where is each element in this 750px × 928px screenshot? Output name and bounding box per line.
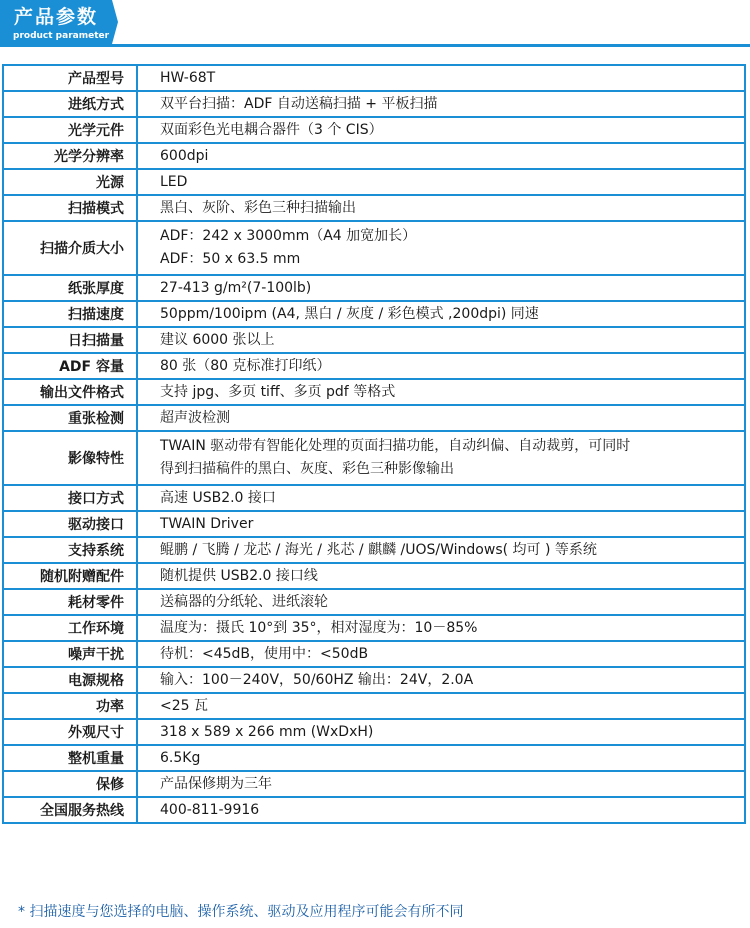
spec-row: [3, 405, 745, 431]
spec-row: [3, 771, 745, 797]
spec-value-cell: [137, 379, 745, 405]
spec-label: 噪声干扰: [3, 641, 137, 667]
spec-value: 温度为：摄氏 10°到 35°，相对湿度为：10－85%: [160, 619, 478, 636]
spec-value-cell: [137, 117, 745, 143]
spec-row: [3, 745, 745, 771]
section-title: 产品参数: [14, 6, 99, 28]
spec-value: HW-68T: [160, 69, 216, 86]
spec-row: [3, 169, 745, 195]
spec-value-line2: 得到扫描稿件的黑白、灰度、彩色三种影像输出: [160, 461, 454, 477]
spec-value-cell: [137, 745, 745, 771]
spec-label: 功率: [3, 693, 137, 719]
spec-label: 进纸方式: [3, 91, 137, 117]
spec-value: 支持 jpg、多页 tiff、多页 pdf 等格式: [160, 383, 396, 400]
spec-row: [3, 275, 745, 301]
spec-value: ADF：242 x 3000mm（A4 加宽加长）: [160, 228, 417, 244]
spec-value-cell: [137, 797, 745, 823]
spec-value-cell: [137, 301, 745, 327]
spec-value-line2: ADF：50 x 63.5 mm: [160, 251, 301, 267]
spec-value-cell: [137, 615, 745, 641]
spec-label: 光学元件: [3, 117, 137, 143]
spec-label: 接口方式: [3, 485, 137, 511]
spec-row: [3, 65, 745, 91]
spec-label: 扫描介质大小: [3, 221, 137, 275]
spec-value: TWAIN Driver: [160, 515, 254, 532]
spec-value: 高速 USB2.0 接口: [160, 489, 276, 506]
spec-label: 纸张厚度: [3, 275, 137, 301]
spec-value-cell: [137, 405, 745, 431]
spec-label: 扫描速度: [3, 301, 137, 327]
spec-label: 保修: [3, 771, 137, 797]
spec-value: LED: [160, 173, 188, 190]
spec-value: TWAIN 驱动带有智能化处理的页面扫描功能，自动纠偏、自动裁剪，可同时: [160, 438, 631, 454]
spec-row: [3, 195, 745, 221]
spec-value: 黑白、灰阶、彩色三种扫描输出: [160, 199, 356, 216]
spec-value-cell: [137, 353, 745, 379]
spec-value: 输入：100－240V，50/60HZ 输出：24V，2.0A: [160, 671, 474, 688]
spec-label: 驱动接口: [3, 511, 137, 537]
spec-value-cell: [137, 195, 745, 221]
spec-table: [2, 64, 746, 824]
spec-label: 电源规格: [3, 667, 137, 693]
spec-value-cell: [137, 327, 745, 353]
spec-row: [3, 431, 745, 485]
spec-value-cell: [137, 169, 745, 195]
spec-value-cell: [137, 771, 745, 797]
spec-value: 双平台扫描：ADF 自动送稿扫描 + 平板扫描: [160, 95, 438, 112]
spec-value-cell: [137, 589, 745, 615]
spec-value: 400-811-9916: [160, 801, 260, 818]
spec-label: 支持系统: [3, 537, 137, 563]
spec-row: [3, 353, 745, 379]
spec-row: [3, 589, 745, 615]
spec-value: 80 张（80 克标准打印纸）: [160, 357, 331, 374]
spec-value-cell: [137, 693, 745, 719]
spec-value-cell: [137, 91, 745, 117]
spec-label: 扫描模式: [3, 195, 137, 221]
spec-label: 日扫描量: [3, 327, 137, 353]
spec-table-body: [3, 65, 745, 823]
spec-value-cell: [137, 431, 745, 485]
spec-label: 输出文件格式: [3, 379, 137, 405]
spec-row: [3, 667, 745, 693]
spec-value-cell: [137, 719, 745, 745]
spec-row: [3, 615, 745, 641]
spec-value: 产品保修期为三年: [160, 775, 272, 792]
spec-label: 光学分辨率: [3, 143, 137, 169]
spec-label: 产品型号: [3, 65, 137, 91]
spec-value-cell: [137, 275, 745, 301]
spec-row: [3, 693, 745, 719]
section-subtitle: product parameter: [13, 31, 110, 41]
spec-value-cell: [137, 563, 745, 589]
spec-value: 待机：<45dB，使用中：<50dB: [160, 645, 369, 662]
spec-value: 送稿器的分纸轮、进纸滚轮: [160, 593, 328, 610]
section-header: [0, 0, 750, 48]
spec-label: 工作环境: [3, 615, 137, 641]
spec-value: 随机提供 USB2.0 接口线: [160, 567, 318, 584]
spec-value-cell: [137, 65, 745, 91]
spec-row: [3, 563, 745, 589]
spec-value: 27-413 g/m²(7-100lb): [160, 279, 312, 296]
header-rule: [0, 44, 750, 47]
spec-row: [3, 641, 745, 667]
spec-row: [3, 537, 745, 563]
spec-value: 鲲鹏 / 飞腾 / 龙芯 / 海光 / 兆芯 / 麒麟 /UOS/Windows( 均可 ) 等系统: [160, 541, 597, 558]
spec-value: 318 x 589 x 266 mm (WxDxH): [160, 723, 374, 740]
spec-row: [3, 719, 745, 745]
spec-row: [3, 511, 745, 537]
spec-label: 随机附赠配件: [3, 563, 137, 589]
spec-row: [3, 797, 745, 823]
spec-row: [3, 221, 745, 275]
spec-value-cell: [137, 511, 745, 537]
spec-row: [3, 485, 745, 511]
spec-value: 超声波检测: [160, 409, 230, 426]
spec-value-cell: [137, 221, 745, 275]
spec-value: 双面彩色光电耦合器件（3 个 CIS）: [160, 121, 383, 138]
spec-value: <25 瓦: [160, 697, 208, 714]
spec-label: 光源: [3, 169, 137, 195]
spec-row: [3, 143, 745, 169]
footnote: * 扫描速度与您选择的电脑、操作系统、驱动及应用程序可能会有所不同: [18, 904, 464, 920]
spec-value-cell: [137, 641, 745, 667]
spec-value: 建议 6000 张以上: [160, 331, 275, 348]
spec-label: 全国服务热线: [3, 797, 137, 823]
spec-label: 耗材零件: [3, 589, 137, 615]
spec-label: 重张检测: [3, 405, 137, 431]
spec-row: [3, 327, 745, 353]
spec-value-cell: [137, 667, 745, 693]
spec-value-cell: [137, 143, 745, 169]
spec-row: [3, 379, 745, 405]
spec-value: 600dpi: [160, 147, 209, 164]
spec-row: [3, 301, 745, 327]
spec-label: 外观尺寸: [3, 719, 137, 745]
spec-value: 50ppm/100ipm (A4, 黑白 / 灰度 / 彩色模式 ,200dpi) 同速: [160, 305, 539, 322]
spec-value-cell: [137, 485, 745, 511]
spec-value: 6.5Kg: [160, 749, 201, 766]
spec-value-cell: [137, 537, 745, 563]
spec-label: 整机重量: [3, 745, 137, 771]
spec-label: 影像特性: [3, 431, 137, 485]
spec-row: [3, 91, 745, 117]
spec-label: ADF 容量: [3, 353, 137, 379]
spec-row: [3, 117, 745, 143]
